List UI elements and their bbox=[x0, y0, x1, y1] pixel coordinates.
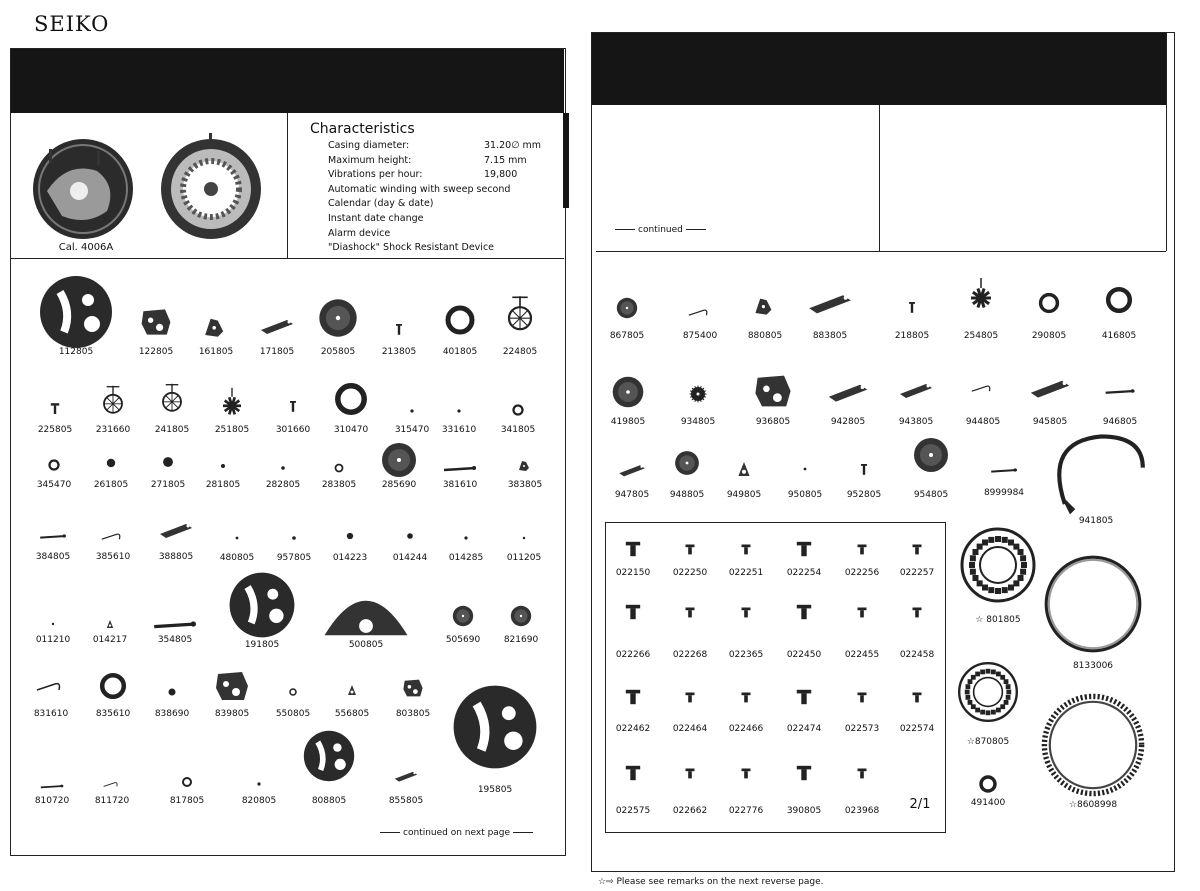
left-part-drawing bbox=[401, 676, 425, 700]
right-part-number: 936805 bbox=[755, 417, 791, 427]
small-part-number: 022150 bbox=[615, 568, 651, 578]
characteristic-value: 31.20∅ mm bbox=[484, 140, 541, 151]
small-part-drawing bbox=[844, 755, 880, 791]
left-header-edge bbox=[563, 113, 569, 208]
small-part-number: 022257 bbox=[899, 568, 935, 578]
small-part-drawing bbox=[728, 531, 764, 567]
right-part-drawing bbox=[610, 374, 646, 410]
small-part-number: 390805 bbox=[786, 806, 822, 816]
small-part-number: 022256 bbox=[844, 568, 880, 578]
small-part-drawing bbox=[615, 594, 651, 630]
right-part-drawing bbox=[1044, 426, 1148, 530]
movement-dial-photo bbox=[155, 131, 267, 243]
right-part-number: 947805 bbox=[614, 490, 650, 500]
left-part-number: 301660 bbox=[275, 425, 311, 435]
right-part-drawing bbox=[730, 455, 758, 483]
left-part-number: 480805 bbox=[219, 553, 255, 563]
left-part-drawing bbox=[257, 306, 297, 346]
right-part-number: 945805 bbox=[1032, 417, 1068, 427]
left-part-number: 401805 bbox=[442, 347, 478, 357]
left-part-drawing bbox=[342, 680, 362, 700]
left-part-number: 839805 bbox=[214, 709, 250, 719]
right-part-drawing bbox=[616, 454, 648, 486]
small-part-number: 022250 bbox=[672, 568, 708, 578]
left-part-drawing bbox=[440, 300, 480, 340]
left-part-drawing bbox=[450, 522, 482, 554]
right-part-number: 946805 bbox=[1102, 417, 1138, 427]
left-part-number: 191805 bbox=[244, 640, 280, 650]
left-part-drawing bbox=[41, 612, 65, 636]
left-part-drawing bbox=[171, 766, 203, 798]
small-part-number: 022458 bbox=[899, 650, 935, 660]
right-part-number: ☆ 801805 bbox=[975, 615, 1021, 625]
left-part-number: 171805 bbox=[259, 347, 295, 357]
right-header-bar bbox=[592, 33, 1166, 105]
right-part-drawing bbox=[688, 384, 708, 404]
left-part-number: 381610 bbox=[442, 480, 478, 490]
characteristics-title: Characteristics bbox=[310, 121, 415, 137]
left-part-drawing bbox=[154, 382, 190, 418]
left-part-number: 224805 bbox=[502, 347, 538, 357]
small-part-drawing bbox=[615, 755, 651, 791]
left-part-drawing bbox=[95, 384, 131, 420]
left-part-drawing bbox=[95, 668, 131, 704]
small-part-drawing bbox=[615, 679, 651, 715]
left-part-drawing bbox=[320, 557, 412, 649]
right-part-number: 416805 bbox=[1101, 331, 1137, 341]
right-part-drawing bbox=[615, 296, 639, 320]
left-part-drawing bbox=[138, 304, 174, 340]
left-part-drawing bbox=[226, 569, 298, 641]
left-part-drawing bbox=[36, 447, 72, 483]
caliber-label: Cal. 4006A bbox=[58, 242, 114, 253]
left-part-number: 341805 bbox=[500, 425, 536, 435]
left-part-drawing bbox=[316, 296, 360, 340]
small-part-number: 022251 bbox=[728, 568, 764, 578]
right-part-number: 949805 bbox=[726, 490, 762, 500]
left-part-drawing bbox=[36, 272, 116, 352]
left-part-number: 383805 bbox=[507, 480, 543, 490]
right-part-number: 942805 bbox=[830, 417, 866, 427]
small-part-drawing bbox=[672, 531, 708, 567]
movement-back-photo bbox=[27, 131, 139, 243]
left-part-drawing bbox=[387, 318, 411, 342]
small-part-number: 022266 bbox=[615, 650, 651, 660]
small-parts-box bbox=[605, 522, 946, 833]
right-part-drawing bbox=[673, 449, 701, 477]
right-part-number: 954805 bbox=[913, 490, 949, 500]
left-part-number: 500805 bbox=[348, 640, 384, 650]
right-part-drawing bbox=[896, 370, 936, 410]
left-part-drawing bbox=[100, 772, 124, 796]
small-part-drawing bbox=[844, 679, 880, 715]
left-part-drawing bbox=[31, 666, 71, 706]
left-part-drawing bbox=[512, 526, 536, 550]
characteristic-label: Automatic winding with sweep second bbox=[328, 183, 511, 195]
left-part-number: 354805 bbox=[157, 635, 193, 645]
right-part-number: 8133006 bbox=[1072, 661, 1114, 671]
left-part-drawing bbox=[329, 377, 373, 421]
right-part-number: 419805 bbox=[610, 417, 646, 427]
right-part-drawing bbox=[958, 525, 1038, 605]
left-part-drawing bbox=[396, 395, 428, 427]
left-part-number: 310470 bbox=[333, 425, 369, 435]
left-part-number: 112805 bbox=[58, 347, 94, 357]
small-part-drawing bbox=[672, 594, 708, 630]
small-part-drawing bbox=[615, 531, 651, 567]
left-part-number: 388805 bbox=[158, 552, 194, 562]
page-fraction: 2/1 bbox=[909, 797, 931, 812]
right-part-number: 948805 bbox=[669, 490, 705, 500]
small-part-number: 022450 bbox=[786, 650, 822, 660]
left-part-drawing bbox=[392, 762, 420, 790]
continued-label: continued bbox=[612, 225, 709, 235]
left-part-number: 550805 bbox=[275, 709, 311, 719]
small-part-drawing bbox=[786, 755, 822, 791]
right-part-number: 875400 bbox=[682, 331, 718, 341]
characteristic-label: Instant date change bbox=[328, 213, 424, 224]
left-part-drawing bbox=[500, 392, 536, 428]
small-part-number: 022455 bbox=[844, 650, 880, 660]
left-part-drawing bbox=[152, 672, 192, 712]
right-part-number: 883805 bbox=[812, 331, 848, 341]
left-part-number: 331610 bbox=[441, 425, 477, 435]
small-part-drawing bbox=[899, 594, 935, 630]
left-part-drawing bbox=[325, 454, 353, 482]
left-part-number: 957805 bbox=[276, 553, 312, 563]
right-part-number: 943805 bbox=[898, 417, 934, 427]
left-part-number: 315470 bbox=[394, 425, 430, 435]
small-part-number: 022268 bbox=[672, 650, 708, 660]
right-header-vdivider bbox=[879, 105, 880, 251]
left-part-number: 225805 bbox=[37, 425, 73, 435]
left-part-drawing bbox=[212, 666, 252, 706]
left-part-drawing bbox=[509, 604, 533, 628]
left-part-number: 011210 bbox=[35, 635, 71, 645]
right-part-drawing bbox=[1035, 289, 1063, 317]
right-part-drawing bbox=[791, 455, 819, 483]
right-part-drawing bbox=[1026, 364, 1074, 412]
left-part-drawing bbox=[332, 518, 368, 554]
small-part-drawing bbox=[728, 755, 764, 791]
right-part-number: 8999984 bbox=[983, 488, 1025, 498]
small-part-number: 022365 bbox=[728, 650, 764, 660]
left-part-number: 385610 bbox=[95, 552, 131, 562]
right-part-number: 491400 bbox=[970, 798, 1006, 808]
small-part-number: 022466 bbox=[728, 724, 764, 734]
right-part-number: ☆870805 bbox=[966, 737, 1010, 747]
small-part-drawing bbox=[728, 594, 764, 630]
left-part-number: 241805 bbox=[154, 425, 190, 435]
small-part-number: 022573 bbox=[844, 724, 880, 734]
left-part-number: 161805 bbox=[198, 347, 234, 357]
left-part-drawing bbox=[281, 680, 305, 704]
footer-note: ☆⇨ Please see remarks on the next reverse page. bbox=[598, 877, 824, 887]
right-part-number: 867805 bbox=[609, 331, 645, 341]
small-part-drawing bbox=[899, 679, 935, 715]
small-part-number: 022464 bbox=[672, 724, 708, 734]
small-part-drawing bbox=[899, 531, 935, 567]
small-part-drawing bbox=[844, 531, 880, 567]
left-part-drawing bbox=[443, 395, 475, 427]
left-part-number: 810720 bbox=[34, 796, 70, 806]
characteristic-label: Alarm device bbox=[328, 227, 391, 239]
right-part-drawing bbox=[900, 296, 924, 320]
small-part-number: 022776 bbox=[728, 806, 764, 816]
left-part-number: 831610 bbox=[33, 709, 69, 719]
left-part-number: 261805 bbox=[93, 480, 129, 490]
small-part-drawing bbox=[786, 594, 822, 630]
small-part-number: 022662 bbox=[672, 806, 708, 816]
right-part-drawing bbox=[1039, 691, 1147, 799]
left-part-number: 014285 bbox=[448, 553, 484, 563]
right-part-drawing bbox=[911, 435, 951, 475]
right-part-number: 254805 bbox=[963, 331, 999, 341]
right-part-number: 934805 bbox=[680, 417, 716, 427]
left-part-number: 285690 bbox=[381, 480, 417, 490]
right-part-number: 941805 bbox=[1078, 516, 1114, 526]
left-header-divider bbox=[11, 258, 564, 259]
left-part-number: 122805 bbox=[138, 347, 174, 357]
right-part-drawing bbox=[956, 660, 1020, 724]
left-part-number: 231660 bbox=[95, 425, 131, 435]
left-part-drawing bbox=[301, 728, 357, 784]
right-part-drawing bbox=[684, 296, 716, 328]
left-part-number: 011205 bbox=[506, 553, 542, 563]
small-part-drawing bbox=[786, 531, 822, 567]
left-part-number: 345470 bbox=[36, 480, 72, 490]
small-part-drawing bbox=[672, 679, 708, 715]
left-part-number: 195805 bbox=[477, 785, 513, 795]
characteristic-label: Vibrations per hour: bbox=[328, 169, 423, 181]
brand-logo: SEIKO bbox=[34, 12, 110, 36]
right-header-divider bbox=[596, 251, 1166, 252]
small-part-number: 022575 bbox=[615, 806, 651, 816]
left-part-number: 855805 bbox=[388, 796, 424, 806]
left-part-number: 283805 bbox=[321, 480, 357, 490]
right-part-drawing bbox=[961, 276, 1001, 316]
left-part-drawing bbox=[276, 520, 312, 556]
left-part-drawing bbox=[515, 455, 535, 475]
left-part-number: 251805 bbox=[214, 425, 250, 435]
characteristic-label: "Diashock" Shock Resistant Device bbox=[328, 242, 495, 254]
right-part-drawing bbox=[852, 458, 876, 482]
small-part-number: 022474 bbox=[786, 724, 822, 734]
left-part-number: 821690 bbox=[503, 635, 539, 645]
small-part-number: 022254 bbox=[786, 568, 822, 578]
small-part-number: 022574 bbox=[899, 724, 935, 734]
left-part-number: 282805 bbox=[265, 480, 301, 490]
right-part-drawing bbox=[1041, 552, 1145, 656]
left-part-drawing bbox=[198, 308, 234, 344]
left-part-number: 820805 bbox=[241, 796, 277, 806]
right-part-drawing bbox=[967, 372, 999, 404]
left-part-drawing bbox=[223, 524, 251, 552]
left-part-drawing bbox=[451, 604, 475, 628]
characteristic-value: 19,800 bbox=[484, 169, 518, 181]
left-part-number: 014217 bbox=[92, 635, 128, 645]
characteristic-value: 7.15 mm bbox=[484, 154, 527, 166]
characteristic-label: Calendar (day & date) bbox=[328, 198, 434, 210]
right-part-number: 218805 bbox=[894, 331, 930, 341]
right-part-number: ☆8608998 bbox=[1068, 800, 1118, 810]
characteristic-label: Maximum height: bbox=[328, 154, 412, 166]
left-part-number: 205805 bbox=[320, 347, 356, 357]
small-part-drawing bbox=[672, 755, 708, 791]
small-part-drawing bbox=[844, 594, 880, 630]
left-part-number: 838690 bbox=[154, 709, 190, 719]
characteristic-label: Casing diameter: bbox=[328, 140, 410, 151]
left-header-bar bbox=[11, 49, 564, 113]
right-part-drawing bbox=[751, 369, 795, 413]
left-part-drawing bbox=[97, 520, 129, 552]
right-part-drawing bbox=[749, 289, 781, 321]
right-part-drawing bbox=[804, 277, 856, 329]
small-part-number: 023968 bbox=[844, 806, 880, 816]
left-part-number: 271805 bbox=[150, 480, 186, 490]
left-part-number: 014244 bbox=[392, 553, 428, 563]
left-part-number: 803805 bbox=[395, 709, 431, 719]
right-header-edge bbox=[1166, 33, 1167, 251]
right-part-number: 880805 bbox=[747, 331, 783, 341]
left-part-drawing bbox=[37, 520, 69, 552]
left-part-drawing bbox=[498, 294, 542, 338]
right-part-number: 950805 bbox=[787, 490, 823, 500]
small-part-number: 022462 bbox=[615, 724, 651, 734]
right-part-drawing bbox=[1101, 282, 1137, 318]
continued-next-page: continued on next page bbox=[377, 828, 536, 838]
left-part-number: 808805 bbox=[311, 796, 347, 806]
right-part-number: 290805 bbox=[1031, 331, 1067, 341]
left-part-drawing bbox=[43, 396, 67, 420]
right-part-number: 944805 bbox=[965, 417, 1001, 427]
right-part-number: 952805 bbox=[846, 490, 882, 500]
left-part-number: 817805 bbox=[169, 796, 205, 806]
left-part-number: 281805 bbox=[205, 480, 241, 490]
small-part-drawing bbox=[786, 679, 822, 715]
left-part-number: 556805 bbox=[334, 709, 370, 719]
left-part-number: 014223 bbox=[332, 553, 368, 563]
right-part-drawing bbox=[824, 368, 872, 416]
left-part-number: 835610 bbox=[95, 709, 131, 719]
left-header-vdivider bbox=[287, 113, 288, 258]
left-part-drawing bbox=[394, 520, 426, 552]
left-part-drawing bbox=[379, 440, 419, 480]
left-part-number: 811720 bbox=[94, 796, 130, 806]
small-part-drawing bbox=[728, 679, 764, 715]
left-part-drawing bbox=[449, 681, 541, 773]
right-part-drawing bbox=[1102, 373, 1138, 409]
left-part-drawing bbox=[214, 386, 250, 422]
left-part-drawing bbox=[102, 616, 118, 632]
left-part-number: 213805 bbox=[381, 347, 417, 357]
right-part-drawing bbox=[988, 454, 1020, 486]
left-part-number: 384805 bbox=[35, 552, 71, 562]
left-part-number: 505690 bbox=[445, 635, 481, 645]
left-part-drawing bbox=[156, 510, 196, 550]
left-part-drawing bbox=[281, 395, 305, 419]
